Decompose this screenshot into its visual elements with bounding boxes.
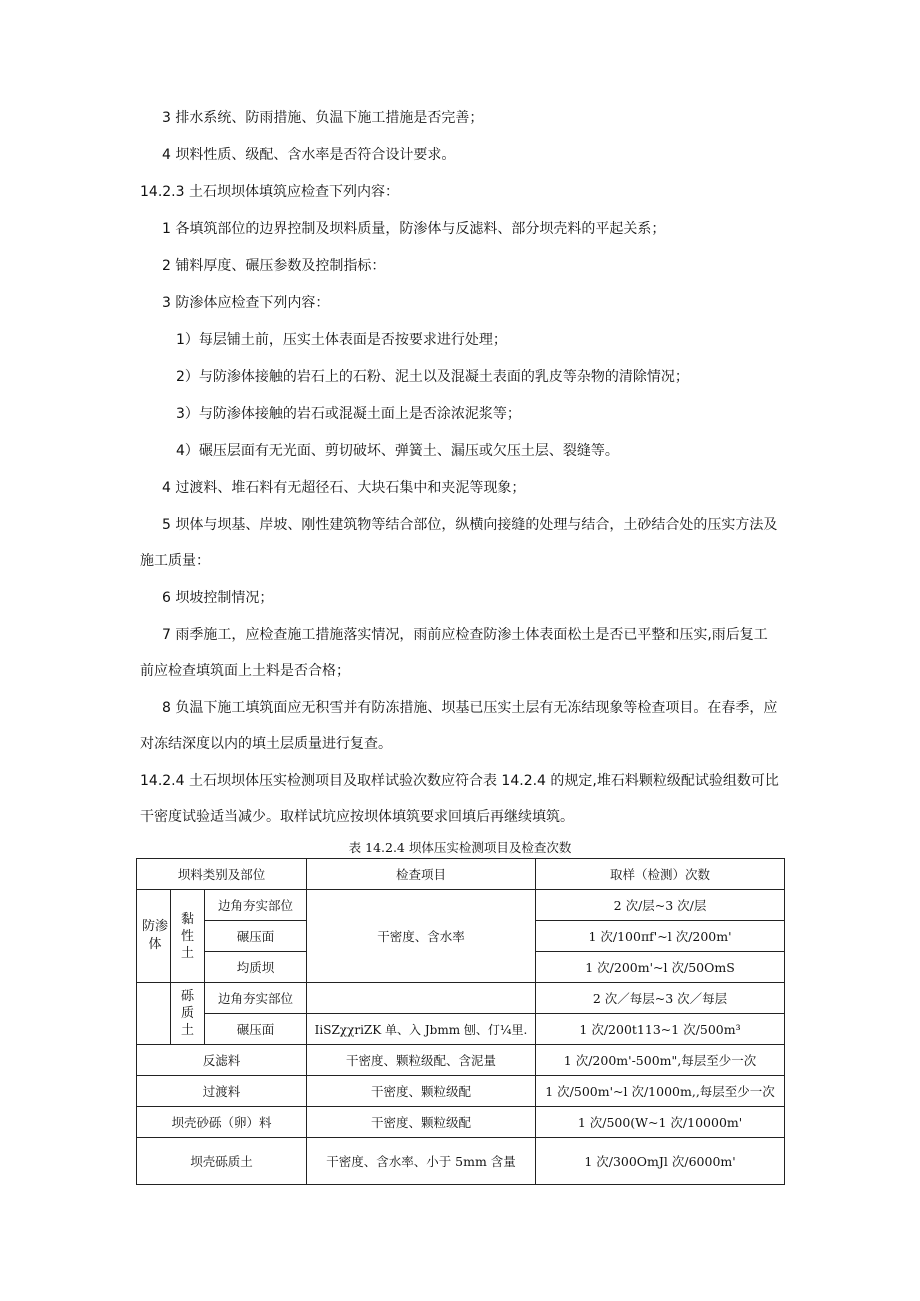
paragraph-item-7: 7 雨季施工，应检查施工措施落实情况，雨前应检查防渗土体表面松土是否已平整和压实,雨后复工前应检查填筑面上土料是否合格； — [140, 627, 768, 679]
frequency-cell: 2 次／每层~3 次／每层 — [536, 983, 785, 1014]
subgroup-clay-text: 黏性土 — [180, 911, 194, 961]
paragraph-subitem-3: 3）与防渗体接触的岩石或混凝土面上是否涂浓泥浆等； — [176, 406, 521, 422]
frequency-cell: 1 次/500m'~l 次/1000m,,每层至少一次 — [536, 1076, 785, 1107]
section-heading-14-2-3: 14.2.3 土石坝坝体填筑应检查下列内容： — [140, 184, 399, 200]
paragraph-item-4: 4 过渡料、堆石料有无超径石、大块石集中和夹泥等现象； — [162, 480, 526, 496]
paragraph-subitem-4: 4）碾压层面有无光面、剪切破坏、弹簧土、漏压或欠压土层、裂缝等。 — [176, 443, 619, 459]
frequency-cell: 1 次/200m'-500m",每层至少一次 — [536, 1045, 785, 1076]
group-label-continued — [137, 983, 171, 1045]
category-cell: 反滤料 — [137, 1045, 307, 1076]
table-row — [137, 890, 785, 921]
items-cell: 干密度、含水率、小于 5mm 含量 — [307, 1138, 536, 1185]
paragraph-item-2: 2 铺料厚度、碾压参数及控制指标： — [162, 258, 386, 274]
section-heading-14-2-4: 14.2.4 土石坝坝体压实检测项目及取样试验次数应符合表 14.2.4 的规定,堆石料颗粒级配试验组数可比干密度试验适当减少。取样试坑应按坝体填筑要求回填后再继续填筑。 — [140, 773, 779, 825]
frequency-cell: 1 次/300OmJl 次/6000m' — [536, 1138, 785, 1185]
group-label-seepage-body — [137, 890, 171, 983]
part-cell: 边角夯实部位 — [205, 890, 307, 921]
subgroup-gravel-text: 砾质土 — [180, 989, 194, 1038]
frequency-cell: 1 次/500(W~1 次/10000m' — [536, 1107, 785, 1138]
paragraph-dam-material-check: 4 坝料性质、级配、含水率是否符合设计要求。 — [162, 147, 456, 163]
part-cell: 边角夯实部位 — [205, 983, 307, 1014]
compaction-inspection-table — [136, 858, 785, 1185]
table-header-row — [137, 859, 785, 890]
paragraph-drainage-check: 3 排水系统、防雨措施、负温下施工措施是否完善； — [162, 110, 484, 126]
header-items: 检查项目 — [307, 859, 536, 890]
part-cell: 均质坝 — [205, 952, 307, 983]
table-row — [137, 1107, 785, 1138]
category-cell: 坝壳砂砾（卵）料 — [137, 1107, 307, 1138]
header-frequency: 取样（检测）次数 — [536, 859, 785, 890]
part-cell: 碾压面 — [205, 921, 307, 952]
frequency-cell: 2 次/层~3 次/层 — [536, 890, 785, 921]
items-cell: 干密度、颗粒级配、含泥量 — [307, 1045, 536, 1076]
subgroup-label-gravel — [171, 983, 205, 1045]
paragraph-item-8: 8 负温下施工填筑面应无积雪并有防冻措施、坝基已压实土层有无冻结现象等检查项目。在春季，应对冻结深度以内的填土层质量进行复查。 — [140, 700, 778, 752]
table-row — [137, 983, 785, 1014]
table-row — [137, 1014, 785, 1045]
paragraph-item-1: 1 各填筑部位的边界控制及坝料质量，防渗体与反滤料、部分坝壳料的平起关系； — [162, 221, 666, 237]
paragraph-item-5: 5 坝体与坝基、岸坡、刚性建筑物等结合部位，纵横向接缝的处理与结合，土砂结合处的压实方法及施工质量： — [140, 517, 778, 569]
items-cell: 干密度、颗粒级配 — [307, 1107, 536, 1138]
table-caption: 表 14.2.4 坝体压实检测项目及检查次数 — [348, 840, 572, 855]
items-cell: IiSZχχriZK 单、入 Jbmm 刨、仃¼里. — [307, 1014, 536, 1045]
category-cell: 坝壳砾质土 — [137, 1138, 307, 1185]
paragraph-subitem-1: 1）每层铺土前，压实土体表面是否按要求进行处理； — [176, 332, 507, 348]
table-row — [137, 1045, 785, 1076]
group-label-text: 防渗体 — [141, 919, 168, 952]
paragraph-item-3: 3 防渗体应检查下列内容： — [162, 295, 330, 311]
frequency-cell: 1 次/200t113~1 次/500m³ — [536, 1014, 785, 1045]
items-cell: 干密度、颗粒级配 — [307, 1076, 536, 1107]
table-row — [137, 1138, 785, 1185]
frequency-cell: 1 次/100πf'~l 次/200m' — [536, 921, 785, 952]
part-cell: 碾压面 — [205, 1014, 307, 1045]
header-category: 坝料类别及部位 — [137, 859, 307, 890]
category-cell: 过渡料 — [137, 1076, 307, 1107]
items-cell — [307, 983, 536, 1014]
subgroup-label-clay — [171, 890, 205, 983]
frequency-cell: 1 次/200m'~l 次/50OmS — [536, 952, 785, 983]
paragraph-subitem-2: 2）与防渗体接触的岩石上的石粉、泥土以及混凝土表面的乳皮等杂物的清除情况； — [176, 369, 689, 385]
paragraph-item-6: 6 坝坡控制情况； — [162, 590, 274, 606]
items-cell-clay: 干密度、含水率 — [307, 890, 536, 983]
table-row — [137, 1076, 785, 1107]
